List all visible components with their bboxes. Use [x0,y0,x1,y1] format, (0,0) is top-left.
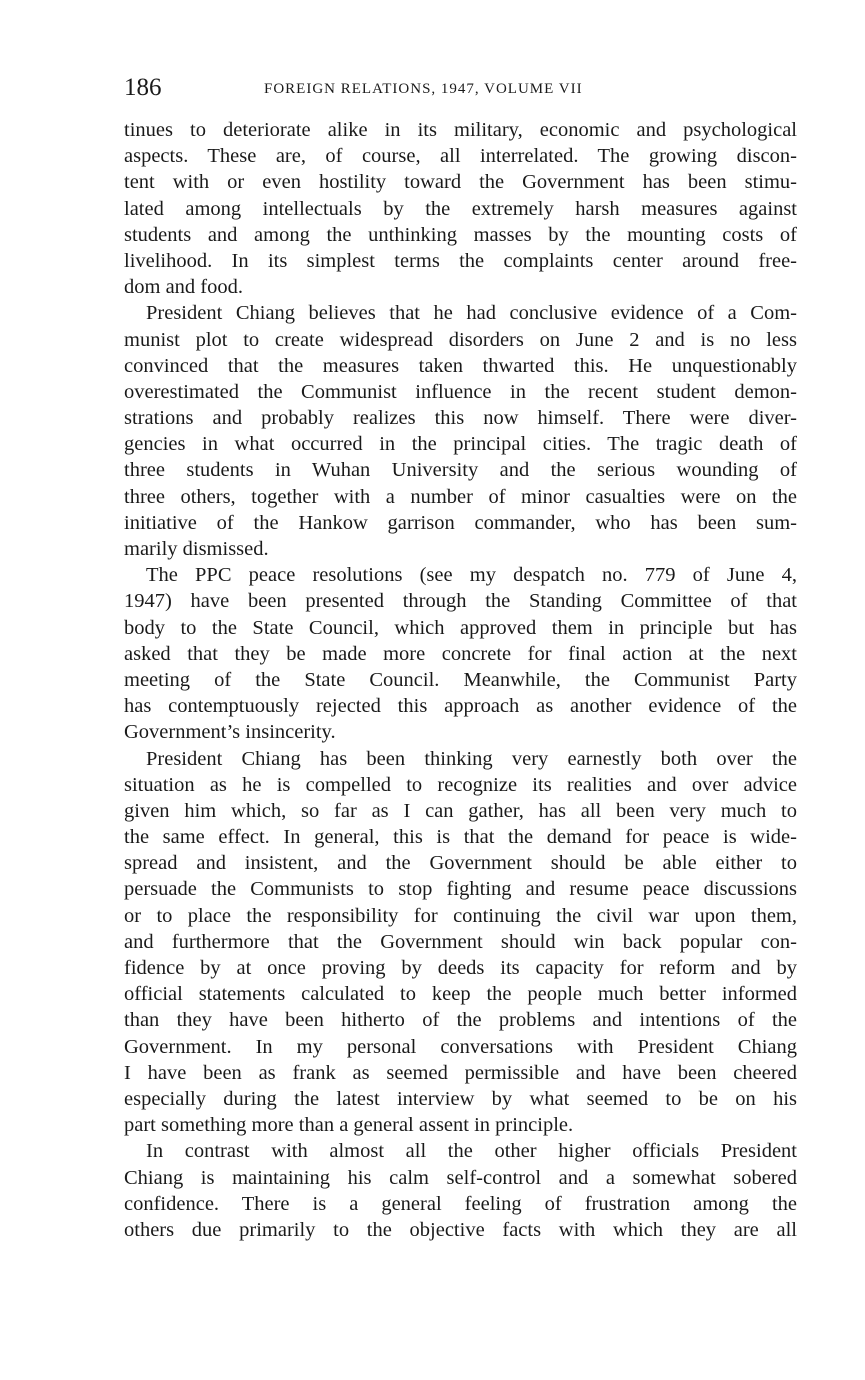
page-number: 186 [124,74,162,101]
text-line: 1947) have been presented through the Standing Committee of that [124,590,797,613]
text-line: or to place the responsibility for continuing the civil war upon them, [124,904,797,927]
text-line: the same effect. In general, this is that the demand for peace is wide- [124,826,797,849]
text-line: official statements calculated to keep the people much better informed [124,983,797,1006]
text-line: In contrast with almost all the other higher officials President [146,1140,797,1163]
text-line: three students in Wuhan University and the serious wounding of [124,459,797,482]
text-line: spread and insistent, and the Government should be able either to [124,852,797,875]
text-line: Government’s insincerity. [124,721,336,744]
text-line: President Chiang believes that he had conclusive evidence of a Com- [146,302,797,325]
text-line: lated among intellectuals by the extremely harsh measures against [124,197,797,220]
body-text [124,117,797,1243]
text-line: I have been as frank as seemed permissible and have been cheered [124,1061,797,1084]
text-line: others due primarily to the objective facts with which they are all [124,1218,797,1241]
text-line: overestimated the Communist influence in the recent student demon- [124,380,797,403]
text-line: livelihood. In its simplest terms the complaints center around free- [124,249,797,272]
text-line: initiative of the Hankow garrison commander, who has been sum- [124,511,797,534]
text-line: dom and food. [124,276,243,299]
paragraph [124,562,797,745]
text-line: part something more than a general assent in principle. [124,1114,574,1137]
text-line: tent with or even hostility toward the Government has been stimu- [124,171,797,194]
paragraph [124,300,797,562]
text-line: The PPC peace resolutions (see my despatch no. 779 of June 4, [146,564,797,587]
text-line: strations and probably realizes this now himself. There were diver- [124,407,797,430]
text-line: given him which, so far as I can gather, has all been very much to [124,799,797,822]
paragraph [124,1138,797,1243]
text-line: situation as he is compelled to recognize its realities and over advice [124,773,797,796]
text-line: fidence by at once proving by deeds its capacity for reform and by [124,957,797,979]
text-line: asked that they be made more concrete for final action at the next [124,642,797,665]
text-line: confidence. There is a general feeling of frustration among the [124,1192,797,1215]
running-head-title: FOREIGN RELATIONS, 1947, VOLUME VII [264,81,583,97]
paragraph [124,746,797,1139]
text-line: Government. In my personal conversations with President Chiang [124,1035,797,1058]
paragraph [124,117,797,300]
text-line: body to the State Council, which approved them in principle but has [124,616,797,639]
text-line: three others, together with a number of minor casualties were on the [124,485,797,508]
text-line: students and among the unthinking masses by the mounting costs of [124,223,797,246]
text-line: tinues to deteriorate alike in its military, economic and psychological [124,119,797,141]
running-head [124,70,797,106]
text-line: aspects. These are, of course, all interrelated. The growing discon- [124,145,797,168]
text-line: meeting of the State Council. Meanwhile, the Communist Party [124,668,797,691]
text-line: convinced that the measures taken thwarted this. He unquestionably [124,354,797,377]
text-line: munist plot to create widespread disorders on June 2 and is no less [124,328,797,351]
text-line: President Chiang has been thinking very earnestly both over the [146,747,797,770]
text-line: persuade the Communists to stop fighting and resume peace discussions [124,878,797,901]
text-line: gencies in what occurred in the principal cities. The tragic death of [124,433,797,456]
text-line: marily dismissed. [124,538,269,560]
text-line: than they have been hitherto of the problems and intentions of the [124,1009,797,1032]
text-line: Chiang is maintaining his calm self-control and a somewhat sobered [124,1166,797,1189]
text-line: especially during the latest interview by what seemed to be on his [124,1087,797,1110]
text-line: and furthermore that the Government should win back popular con- [124,930,797,953]
text-line: has contemptuously rejected this approach as another evidence of the [124,695,797,718]
